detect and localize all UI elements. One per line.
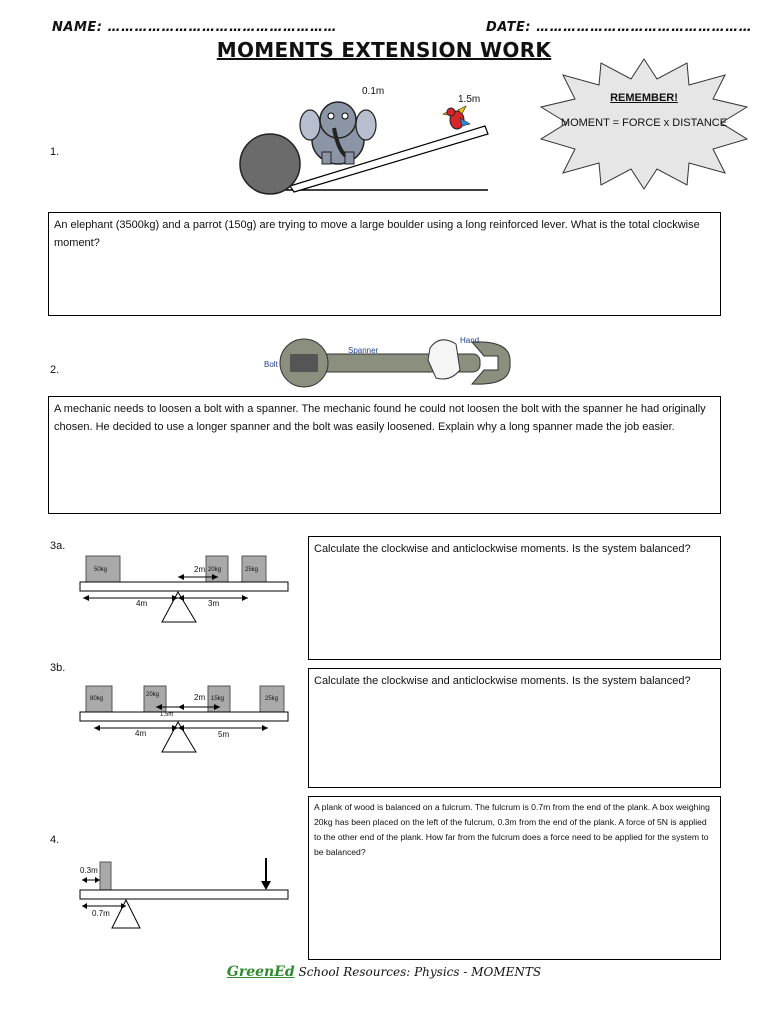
mass-50kg: 50kg bbox=[94, 567, 108, 573]
plank-diagram bbox=[78, 856, 292, 934]
label-3b-4m: 4m bbox=[135, 729, 147, 738]
question-3b-box[interactable] bbox=[308, 668, 721, 788]
label-03m: 0.3m bbox=[80, 866, 98, 875]
remember-callout bbox=[537, 57, 751, 191]
label-01m: 0.1m bbox=[362, 86, 385, 97]
question-3a-number: 3a. bbox=[50, 540, 66, 552]
footer bbox=[0, 964, 768, 980]
question-2-text: A mechanic needs to loosen a bolt with a spanner. The mechanic found he could not loosen the bolt with the spanner he had originally chosen. He decided to use a longer spanner and the bolt was easily loosened. Explain why a long spanner made the job easier. bbox=[54, 403, 706, 433]
mass-80kg: 80kg bbox=[90, 696, 104, 702]
boulder-shape bbox=[240, 134, 300, 194]
question-4-text: A plank of wood is balanced on a fulcrum. The fulcrum is 0.7m from the end of the plank. A box weighing 20kg has been placed on the left of the fulcrum, 0.3m from the end of the plank. A force of 5N is applied to the other end of the plank. How far from the fulcrum does a force need to be applied for the system to be balanced? bbox=[314, 802, 710, 857]
date-field: DATE: ………………………………………… bbox=[486, 20, 753, 35]
page-title: MOMENTS EXTENSION WORK bbox=[216, 38, 552, 62]
question-4-number: 4. bbox=[50, 834, 60, 846]
parrot-icon bbox=[443, 106, 470, 129]
question-1-number: 1. bbox=[50, 146, 60, 158]
question-3b-number: 3b. bbox=[50, 662, 66, 674]
question-2-box[interactable] bbox=[48, 396, 721, 514]
spanner-icon bbox=[280, 339, 510, 387]
box-20kg-shape bbox=[100, 862, 111, 890]
force-arrow-icon bbox=[261, 881, 271, 890]
hand-icon bbox=[428, 340, 460, 379]
mass-15kg: 15kg bbox=[211, 696, 225, 702]
label-bolt: Bolt bbox=[264, 360, 278, 369]
label-3b-15m: 1.5m bbox=[160, 712, 174, 718]
label-3a-4m: 4m bbox=[136, 599, 148, 608]
seesaw-3a-diagram bbox=[78, 552, 292, 626]
footer-text: School Resources: Physics - MOMENTS bbox=[294, 965, 542, 979]
question-1-box[interactable] bbox=[48, 212, 721, 316]
mass-20kg: 20kg bbox=[208, 567, 222, 573]
label-3a-2m: 2m bbox=[194, 565, 206, 574]
label-3b-2m: 2m bbox=[194, 693, 206, 702]
name-field: NAME: …………………………………………… bbox=[52, 20, 337, 35]
question-3a-box[interactable] bbox=[308, 536, 721, 660]
mass-20kg-b: 20kg bbox=[146, 692, 160, 698]
question-3a-text: Calculate the clockwise and anticlockwise moments. Is the system balanced? bbox=[314, 543, 691, 555]
spanner-diagram bbox=[260, 330, 520, 394]
question-1-text: An elephant (3500kg) and a parrot (150g) are trying to move a large boulder using a long reinforced lever. What is the total clockwise moment? bbox=[54, 219, 700, 249]
question-4-box[interactable] bbox=[308, 796, 721, 960]
seesaw-3b-diagram bbox=[78, 682, 292, 756]
elephant-icon bbox=[300, 102, 376, 164]
label-3a-3m: 3m bbox=[208, 599, 220, 608]
mass-25kg-b: 25kg bbox=[265, 696, 279, 702]
label-15m: 1.5m bbox=[458, 94, 481, 105]
mass-25kg: 25kg bbox=[245, 567, 259, 573]
question-3b-text: Calculate the clockwise and anticlockwise moments. Is the system balanced? bbox=[314, 675, 691, 687]
remember-heading: REMEMBER! bbox=[610, 92, 678, 104]
label-07m: 0.7m bbox=[92, 909, 110, 918]
remember-formula: MOMENT = FORCE x DISTANCE bbox=[560, 117, 728, 129]
question-2-number: 2. bbox=[50, 364, 60, 376]
label-hand: Hand bbox=[460, 336, 480, 345]
label-3b-5m: 5m bbox=[218, 730, 230, 739]
brand-logo-text: GreenEd bbox=[226, 964, 295, 980]
label-spanner: Spanner bbox=[348, 346, 379, 355]
